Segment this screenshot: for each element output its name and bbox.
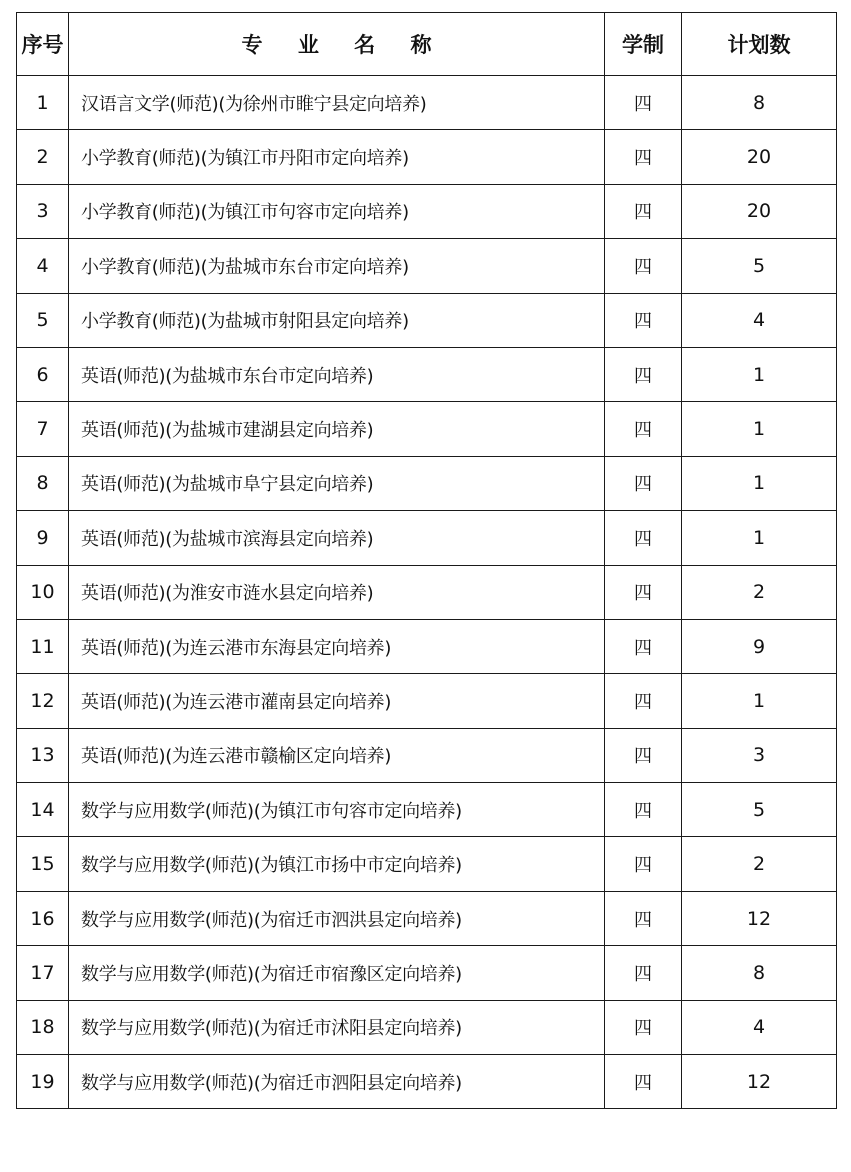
cell-plan-count: 12	[682, 891, 837, 945]
cell-major-name: 英语(师范)(为连云港市东海县定向培养)	[69, 619, 605, 673]
cell-serial-number: 2	[17, 130, 69, 184]
table-row	[17, 891, 837, 945]
cell-plan-count: 2	[682, 837, 837, 891]
enrollment-plan-table	[16, 12, 837, 1109]
table-header	[17, 13, 837, 76]
cell-plan-count: 20	[682, 130, 837, 184]
cell-serial-number: 15	[17, 837, 69, 891]
cell-major-name: 数学与应用数学(师范)(为宿迁市宿豫区定向培养)	[69, 946, 605, 1000]
table-row	[17, 619, 837, 673]
cell-serial-number: 12	[17, 674, 69, 728]
cell-major-name: 小学教育(师范)(为镇江市句容市定向培养)	[69, 184, 605, 238]
table-row	[17, 76, 837, 130]
cell-duration: 四	[605, 402, 682, 456]
cell-duration: 四	[605, 1055, 682, 1109]
cell-plan-count: 5	[682, 783, 837, 837]
cell-plan-count: 1	[682, 456, 837, 510]
cell-duration: 四	[605, 837, 682, 891]
cell-serial-number: 14	[17, 783, 69, 837]
table-row	[17, 1000, 837, 1054]
cell-duration: 四	[605, 130, 682, 184]
table-row	[17, 837, 837, 891]
cell-plan-count: 4	[682, 1000, 837, 1054]
table-row	[17, 946, 837, 1000]
cell-serial-number: 10	[17, 565, 69, 619]
cell-duration: 四	[605, 565, 682, 619]
cell-major-name: 数学与应用数学(师范)(为宿迁市沭阳县定向培养)	[69, 1000, 605, 1054]
header-plan-count: 计划数	[682, 13, 837, 76]
cell-major-name: 英语(师范)(为盐城市东台市定向培养)	[69, 347, 605, 401]
table-row	[17, 293, 837, 347]
table-row	[17, 511, 837, 565]
cell-major-name: 数学与应用数学(师范)(为镇江市扬中市定向培养)	[69, 837, 605, 891]
cell-duration: 四	[605, 674, 682, 728]
header-major-name: 专 业 名 称	[69, 13, 605, 76]
cell-duration: 四	[605, 76, 682, 130]
cell-major-name: 小学教育(师范)(为盐城市射阳县定向培养)	[69, 293, 605, 347]
cell-serial-number: 5	[17, 293, 69, 347]
cell-serial-number: 6	[17, 347, 69, 401]
cell-plan-count: 12	[682, 1055, 837, 1109]
table-row	[17, 239, 837, 293]
header-duration: 学制	[605, 13, 682, 76]
cell-plan-count: 3	[682, 728, 837, 782]
cell-serial-number: 8	[17, 456, 69, 510]
cell-duration: 四	[605, 619, 682, 673]
cell-duration: 四	[605, 783, 682, 837]
cell-plan-count: 5	[682, 239, 837, 293]
table-row	[17, 130, 837, 184]
cell-duration: 四	[605, 456, 682, 510]
cell-major-name: 英语(师范)(为盐城市滨海县定向培养)	[69, 511, 605, 565]
header-serial-number: 序号	[17, 13, 69, 76]
table-row	[17, 402, 837, 456]
table-row	[17, 674, 837, 728]
table-row	[17, 565, 837, 619]
cell-plan-count: 2	[682, 565, 837, 619]
cell-major-name: 汉语言文学(师范)(为徐州市睢宁县定向培养)	[69, 76, 605, 130]
table-body	[17, 76, 837, 1109]
cell-major-name: 数学与应用数学(师范)(为镇江市句容市定向培养)	[69, 783, 605, 837]
cell-duration: 四	[605, 184, 682, 238]
cell-serial-number: 16	[17, 891, 69, 945]
table-row	[17, 1055, 837, 1109]
cell-major-name: 英语(师范)(为盐城市阜宁县定向培养)	[69, 456, 605, 510]
cell-plan-count: 8	[682, 76, 837, 130]
cell-major-name: 英语(师范)(为淮安市涟水县定向培养)	[69, 565, 605, 619]
table-row	[17, 456, 837, 510]
cell-serial-number: 18	[17, 1000, 69, 1054]
cell-plan-count: 4	[682, 293, 837, 347]
cell-serial-number: 11	[17, 619, 69, 673]
cell-duration: 四	[605, 1000, 682, 1054]
cell-serial-number: 13	[17, 728, 69, 782]
cell-serial-number: 7	[17, 402, 69, 456]
cell-serial-number: 4	[17, 239, 69, 293]
cell-major-name: 数学与应用数学(师范)(为宿迁市泗洪县定向培养)	[69, 891, 605, 945]
header-row	[17, 13, 837, 76]
cell-duration: 四	[605, 891, 682, 945]
cell-plan-count: 1	[682, 674, 837, 728]
cell-major-name: 英语(师范)(为盐城市建湖县定向培养)	[69, 402, 605, 456]
cell-duration: 四	[605, 728, 682, 782]
table-row	[17, 783, 837, 837]
cell-major-name: 英语(师范)(为连云港市赣榆区定向培养)	[69, 728, 605, 782]
table-row	[17, 184, 837, 238]
cell-serial-number: 17	[17, 946, 69, 1000]
cell-duration: 四	[605, 239, 682, 293]
cell-duration: 四	[605, 511, 682, 565]
cell-plan-count: 1	[682, 402, 837, 456]
cell-plan-count: 9	[682, 619, 837, 673]
cell-plan-count: 20	[682, 184, 837, 238]
cell-major-name: 小学教育(师范)(为镇江市丹阳市定向培养)	[69, 130, 605, 184]
cell-duration: 四	[605, 347, 682, 401]
cell-major-name: 英语(师范)(为连云港市灌南县定向培养)	[69, 674, 605, 728]
cell-plan-count: 1	[682, 511, 837, 565]
cell-serial-number: 9	[17, 511, 69, 565]
cell-major-name: 小学教育(师范)(为盐城市东台市定向培养)	[69, 239, 605, 293]
cell-duration: 四	[605, 293, 682, 347]
cell-duration: 四	[605, 946, 682, 1000]
cell-serial-number: 3	[17, 184, 69, 238]
cell-serial-number: 19	[17, 1055, 69, 1109]
cell-plan-count: 1	[682, 347, 837, 401]
table-row	[17, 347, 837, 401]
cell-plan-count: 8	[682, 946, 837, 1000]
cell-major-name: 数学与应用数学(师范)(为宿迁市泗阳县定向培养)	[69, 1055, 605, 1109]
table-row	[17, 728, 837, 782]
cell-serial-number: 1	[17, 76, 69, 130]
